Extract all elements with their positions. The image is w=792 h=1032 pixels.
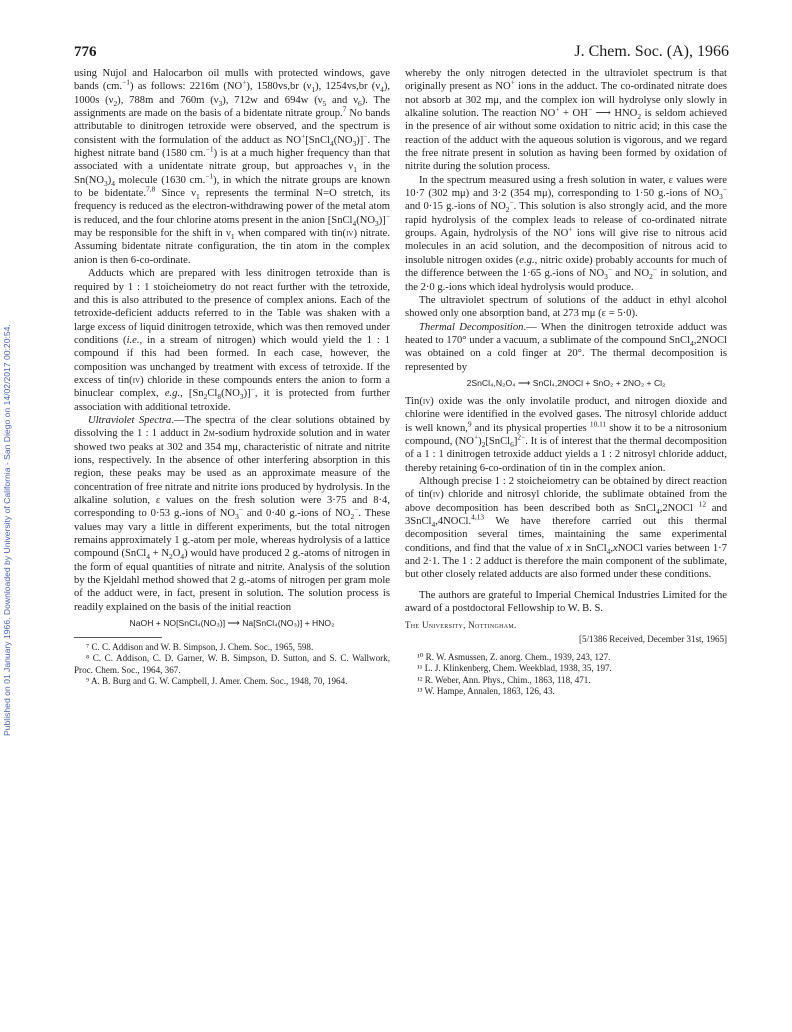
- paragraph-adducts: Adducts which are prepared with less dinitrogen tetroxide than is required by 1 : 1 stoicheiometry do not react further with the tetroxide, and this is also attributed to the presence of complex anions. Each of the tetroxide-deficient adducts referred to in the Table was shaken with a large excess of liquid dinitrogen tetroxide, which was then removed under conditions (i.e., in a stream of nitrogen) which would yield the 1 : 1 compound if this had been formed. In each case, however, the composition was unchanged by treatment with excess of tetroxide. If the excess of tin(iv) chloride in these compounds enters the anion to form a binuclear complex, e.g., $[Sn_2Cl_8(NO_3)]^-$, it is protected from further association with additional tetroxide.: [74, 268, 390, 413]
- page-number: 776: [74, 44, 97, 60]
- download-stamp: Published on 01 January 1966. Downloaded by University of California - San Diego on 14/02/2017 00:20:54.: [2, 324, 12, 736]
- paragraph-stoicheiometry: Although precise 1 : 2 stoicheiometry can be obtained by direct reaction of tin(iv) chloride and nitrosyl chloride, the sublimate obtained from the above decomposition has been described both as SnCl$_4$,2NOCl $^{12}$ and 3SnCl$_4$,4NOCl.$^{4,13}$ We have therefore carried out this thermal decomposition several times, maintaining the same experimental conditions, and find that the value of x in SnCl$_4$,xNOCl varies between 1·7 and 2·1. The 1 : 2 adduct is therefore the main component of the sublimate, but other closely related adducts are also formed under these conditions.: [405, 475, 728, 581]
- affiliation: The University, Nottingham.: [405, 620, 517, 631]
- paragraph-ir-assignments: using Nujol and Halocarbon oil mulls with protected windows, gave bands (cm.$^{-1}$) as follows: 2216m (NO+), 1580vs,br $(\nu_1)$, 1254vs,br $(\nu_4)$, 1000s $(\nu_2)$, 788m and 760m $(\nu_3)$, 712w and 694w ($\nu_5$ and $\nu_6$). The assignments are made on the basis of a bidentate nitrate group.$^7$ No bands attributable to dinitrogen tetroxide were observed, and the spectrum is consistent with the formulation of the adduct as $NO^+[SnCl_4(NO_3)]^-$. The highest nitrate band (1580 cm.$^{-1}$) is at a much higher frequency than that associated with a unidentate nitrate group, but approaches $\nu_1$ in the $Sn(NO_3)_4$ molecule (1630 cm.$^{-1}$), in which the nitrate groups are known to be bidentate.$^{7,8}$ Since $\nu_1$ represents the terminal N=O stretch, its frequency is reduced as the electron-withdrawing power of the metal atom is reduced, and the four chlorine atoms present in the anion $[SnCl_4(NO_3)]^-$ may be responsible for the shift in $\nu_1$ when compared with tin(iv) nitrate. Assuming bidentate nitrate configuration, the tin atom in the complex anion is then 6-co-ordinate.: [74, 68, 391, 266]
- received-date: [5/1386 Received, December 31st, 1965]: [579, 633, 727, 644]
- footnote-8: ⁸ C. C. Addison, C. D. Garner, W. B. Simpson, D. Sutton, and S. C. Wallwork, Proc. Chem. Soc., 1964, 367.: [74, 653, 390, 675]
- footnote-13: ¹³ W. Hampe, Annalen, 1863, 126, 43.: [417, 685, 555, 696]
- footnotes-left: [74, 642, 390, 687]
- footnote-10: ¹⁰ R. W. Asmussen, Z. anorg. Chem., 1939, 243, 127.: [417, 652, 611, 663]
- equation-hydrolysis: NaOH + NO[SnCl₄(NO₃)] ⟶ Na[SnCl₄(NO₃)] + HNO₂: [129, 618, 335, 629]
- footnote-9: ⁹ A. B. Burg and G. W. Campbell, J. Amer. Chem. Soc., 1948, 70, 1964.: [86, 675, 348, 686]
- paragraph-uv-spectra: Ultraviolet Spectra.—The spectra of the clear solutions obtained by dissolving the 1 : 1 adduct in 2m-sodium hydroxide solution and in water showed two peaks at 302 and 354 mμ, characteristic of nitrate and nitrite ions, respectively. In the absence of other interfering absorption in this region, these peaks may be used as an approximate measure of the concentration of free nitrate and nitrite ions produced by hydrolysis. In the alkaline solution, ε values on the fresh solution were 3·75 and 8·4, corresponding to 0·53 g.-ions of $NO_3^-$ and 0·40 g.-ions of $NO_2^-$. These values may vary a little in different experiments, but the total nitrogen remains approximately 1 g.-atom per mole, whereas hydrolysis of a lattice compound (SnCl$_4$ + $N_2O_4$) would have produced 2 g.-atoms of nitrogen in the form of equal quantities of nitrate and nitrite. Analysis of the solution by the Kjeldahl method showed that 2 g.-atoms of nitrogen per gram mole of the adduct were, in fact, present in solution. The solution process is readily explained on the basis of the initial reaction: [74, 414, 391, 613]
- paragraph-tin-oxide: Tin(iv) oxide was the only involatile product, and nitrogen dioxide and chlorine were identified in the evolved gases. The nitrosyl chloride adduct is well known,$^9$ and its physical properties $^{10,11}$ show it to be a nitrosonium compound, $(NO^+)_2[SnCl_6]^{2-}$. It is of interest that the thermal decomposition of a 1 : 1 dinitrogen tetroxide adduct yields a 1 : 2 nitrosyl chloride adduct, thereby retaining 6-co-ordination of tin in the complex anion.: [405, 395, 727, 474]
- footnote-7: ⁷ C. C. Addison and W. B. Simpson, J. Chem. Soc., 1965, 598.: [86, 642, 314, 653]
- acknowledgement: The authors are grateful to Imperial Chemical Industries Limited for the award of a postdoctoral Fellowship to W. B. S.: [405, 589, 727, 615]
- equation-thermal: 2SnCl₄,N₂O₄ ⟶ SnCl₄,2NOCl + SnO₂ + 2NO₂ + Cl₂: [466, 377, 666, 388]
- paragraph-nitrogen-detection: whereby the only nitrogen detected in the ultraviolet spectrum is that originally present as NO+ ions in the adduct. The co-ordinated nitrate does not absorb at 302 mμ, and the complex ion will hydrolyse only slowly in alkaline solution. The reaction NO+ + OH− ⟶ $HNO_2$ is seldom achieved in the presence of air without some oxidation to nitric acid; in this case the reaction of the adduct with the aqueous solution is vigorous, and we regard the free nitrate present in solution as having been formed by oxidation of nitrite during the solution process.: [405, 68, 728, 173]
- footnote-rule: [74, 637, 162, 638]
- journal-header: J. Chem. Soc. (A), 1966: [574, 43, 729, 60]
- footnote-12: ¹² R. Weber, Ann. Phys., Chim., 1863, 118, 471.: [417, 674, 591, 685]
- paragraph-ethyl-alcohol: The ultraviolet spectrum of solutions of the adduct in ethyl alcohol showed only one absorption band, at 273 mμ (ε = 5·0).: [405, 294, 727, 320]
- paragraph-water-spectrum: In the spectrum measured using a fresh solution in water, ε values were 10·7 (302 mμ) and 3·2 (354 mμ), corresponding to 1·50 g.-ions of $NO_3^-$ and 0·15 g.-ions of $NO_2^-$. This solution is also strongly acid, and the more rapid hydrolysis of the complex leads to release of co-ordinated nitrate groups. Again, hydrolysis of the NO+ ions will give rise to nitrous acid molecules in an acid solution, and the decomposition of nitrous acid to insoluble nitrogen oxides (e.g., nitric oxide) probably accounts for much of the difference between the 1·65 g.-ions of $NO_3^-$ and $NO_2^-$ in solution, and the 2·0 g.-ions which ideal hydrolysis would produce.: [405, 174, 727, 293]
- footnote-11: ¹¹ L. J. Klinkenberg, Chem. Weekblad, 1938, 35, 197.: [417, 663, 612, 674]
- paragraph-thermal: Thermal Decomposition.— When the dinitrogen tetroxide adduct was heated to 170° under a vacuum, a sublimate of the compound SnCl$_4$,2NOCl was obtained on a cold finger at 20°. The thermal decomposition is represented by: [405, 321, 727, 373]
- footnotes-right: [405, 652, 727, 697]
- right-column: [405, 67, 727, 697]
- left-column: [74, 67, 390, 687]
